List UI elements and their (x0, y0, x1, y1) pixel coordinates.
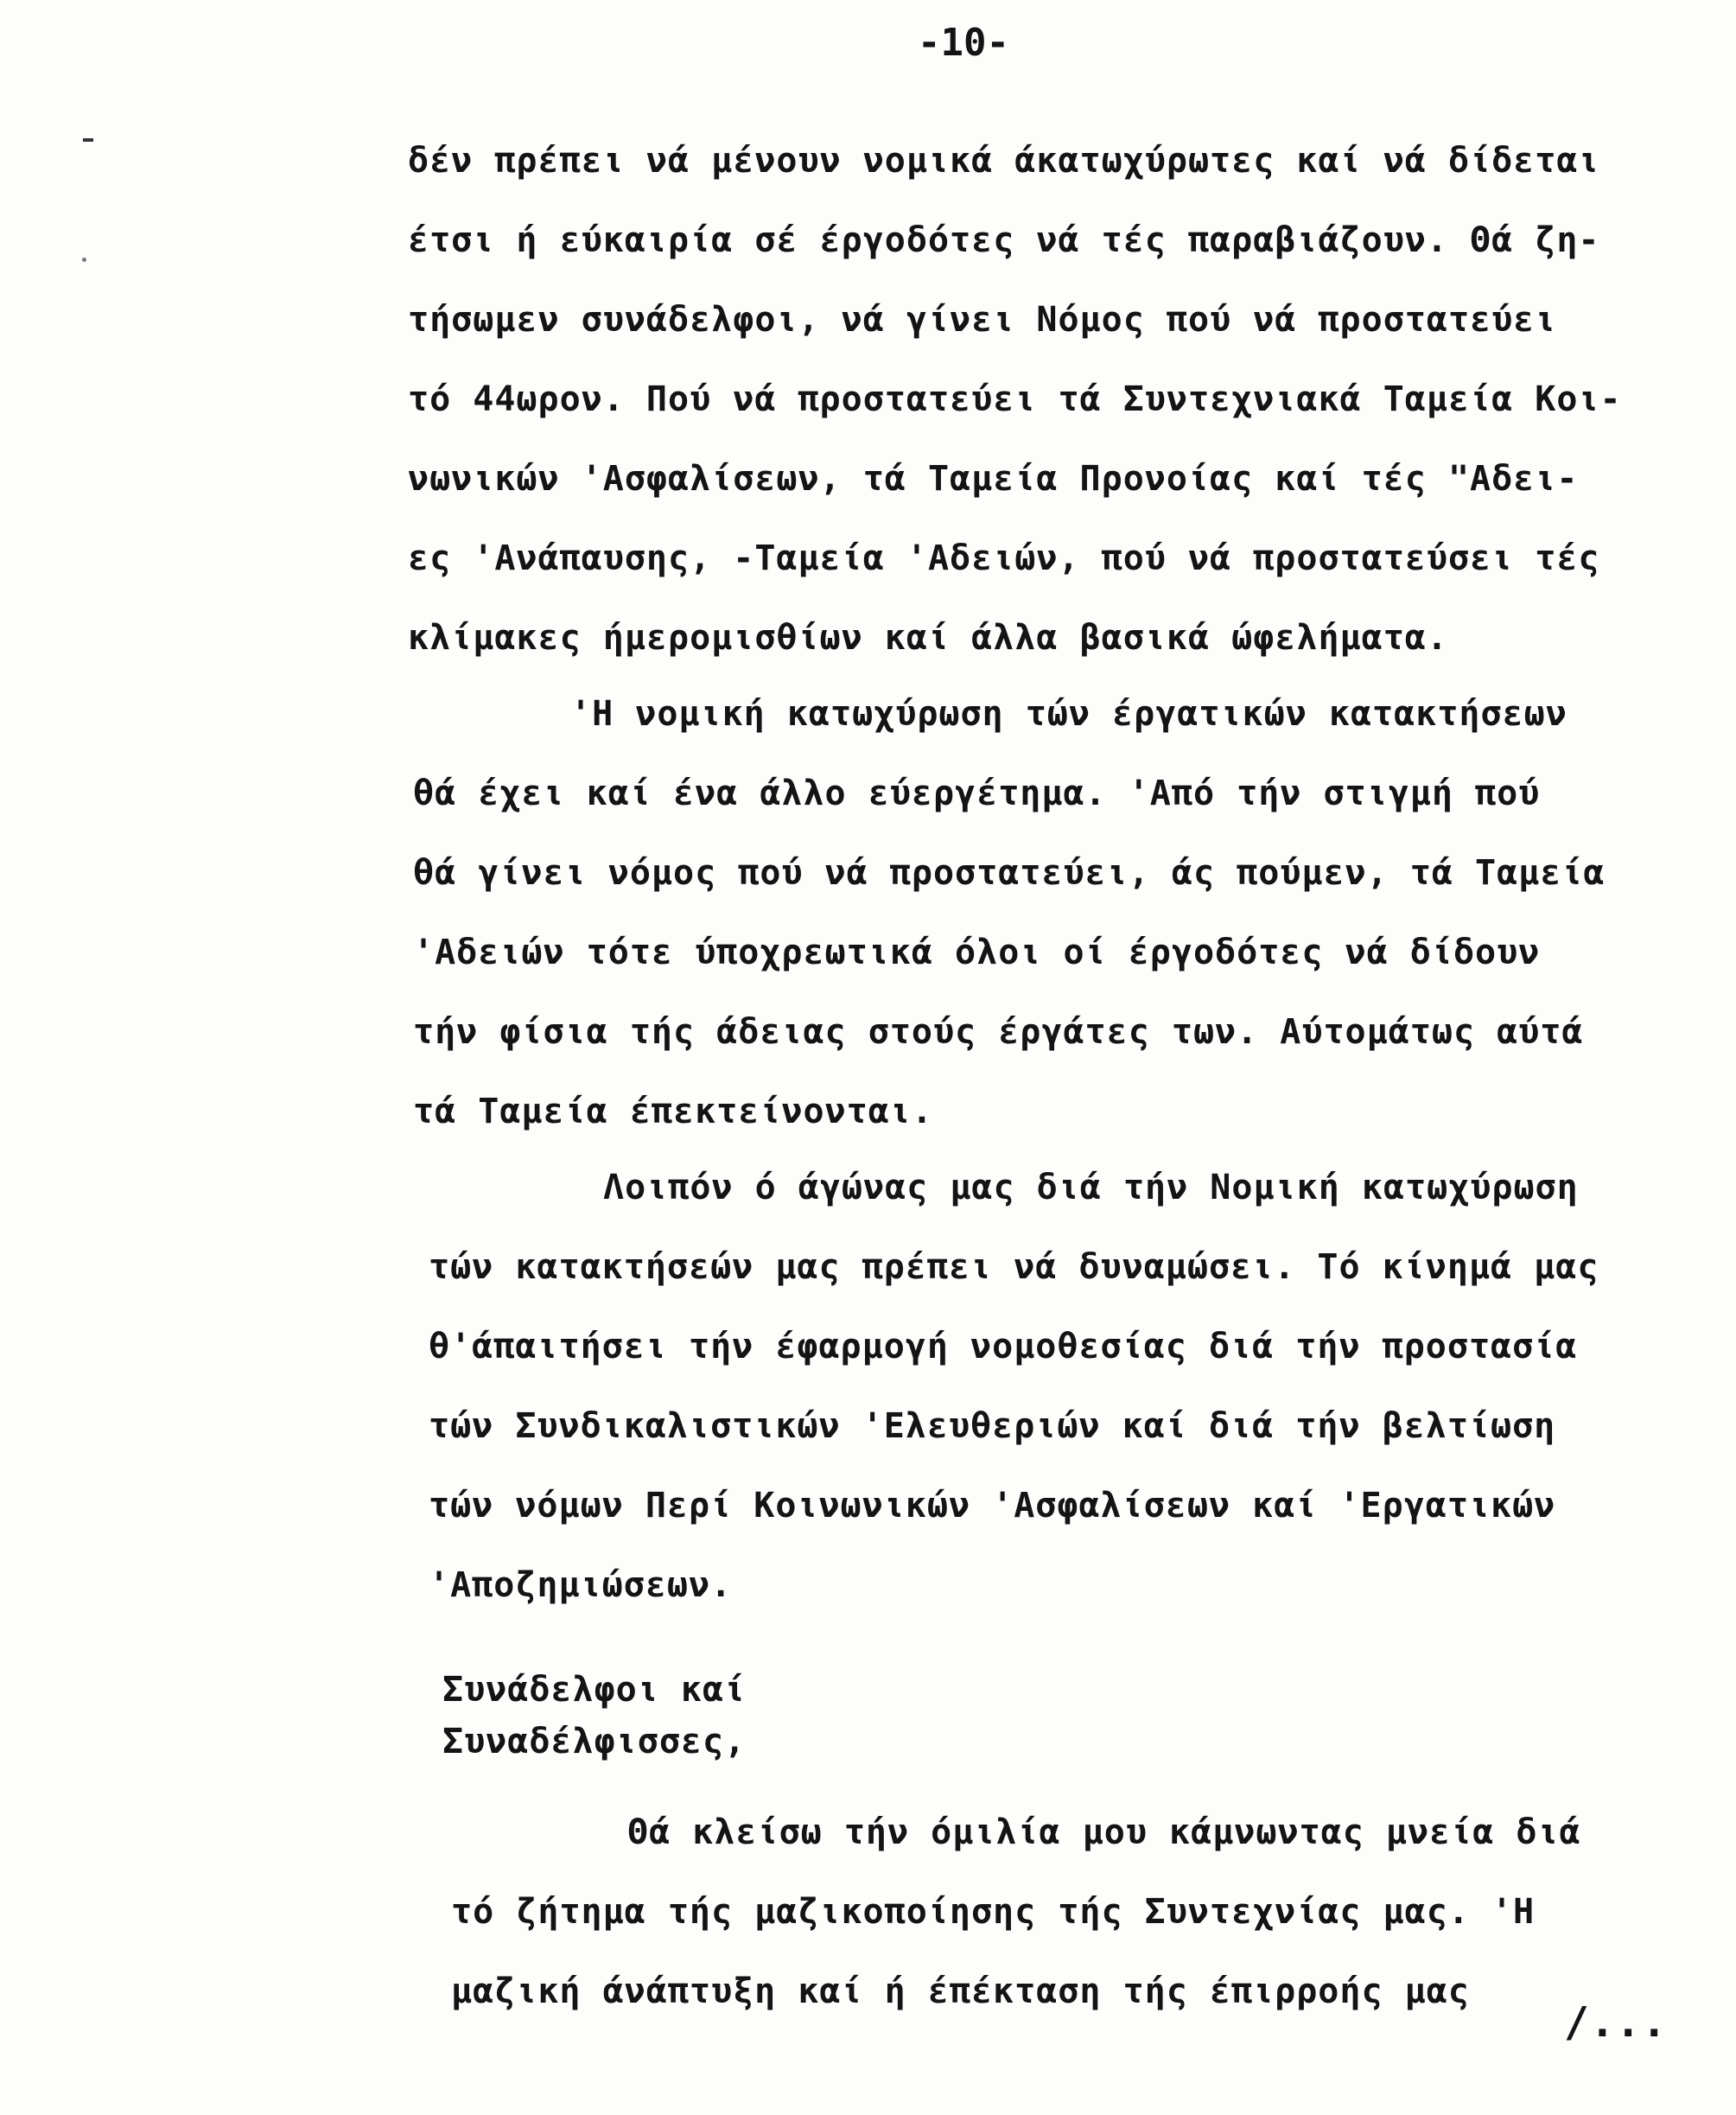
text-line: κλίμακες ήμερομισθίων καί άλλα βασικά ώφελήματα. (408, 618, 1448, 658)
text-line: τήν φίσια τής άδειας στούς έργάτες των. Αύτομάτως αύτά (413, 1012, 1584, 1052)
page-number: -10- (918, 21, 1009, 65)
text-line: θά έχει καί ένα άλλο εύεργέτημα. 'Από τήν στιγμή πού (413, 774, 1541, 813)
text-line: τών κατακτήσεών μας πρέπει νά δυναμώσει. Τό κίνημά μας (429, 1247, 1599, 1287)
text-line: 'Αποζημιώσεων. (429, 1565, 733, 1605)
margin-mark (82, 258, 86, 262)
text-line: 'Αδειών τότε ύποχρεωτικά όλοι οί έργοδότες νά δίδουν (413, 933, 1541, 972)
salutation-line: Συνάδελφοι καί (442, 1670, 747, 1710)
text-line: τό 44ωρον. Πού νά προστατεύει τά Συντεχνιακά Ταμεία Κοι- (408, 379, 1622, 419)
text-line: ες 'Ανάπαυσης, -Ταμεία 'Αδειών, πού νά προστατεύσει τές (408, 538, 1600, 578)
text-line: τών νόμων Περί Κοινωνικών 'Ασφαλίσεων καί 'Εργατικών (429, 1486, 1556, 1526)
text-line: Θά κλείσω τήν όμιλία μου κάμνωντας μνεία διά (627, 1812, 1581, 1852)
salutation-line: Συναδέλφισσες, (442, 1722, 747, 1761)
text-line: τήσωμεν συνάδελφοι, νά γίνει Νόμος πού νά προστατεύει (408, 300, 1557, 340)
text-line: τά Ταμεία έπεκτείνονται. (413, 1092, 933, 1131)
text-line: έτσι ή εύκαιρία σέ έργοδότες νά τές παραβιάζουν. Θά ζη- (408, 220, 1600, 260)
text-line: τών Συνδικαλιστικών 'Ελευθεριών καί διά τήν βελτίωση (429, 1406, 1556, 1446)
text-line: θ'άπαιτήσει τήν έφαρμογή νομοθεσίας διά τήν προστασία (429, 1327, 1578, 1366)
text-line: τό ζήτημα τής μαζικοποίησης τής Συντεχνίας μας. 'Η (451, 1892, 1536, 1932)
text-line: 'Η νομική κατωχύρωση τών έργατικών κατακτήσεων (570, 694, 1567, 734)
text-line: μαζική άνάπτυξη καί ή έπέκταση τής έπιρροής μας (451, 1972, 1470, 2011)
text-line: θά γίνει νόμος πού νά προστατεύει, άς πούμεν, τά Ταμεία (413, 853, 1606, 893)
margin-mark (83, 138, 93, 142)
text-line: δέν πρέπει νά μένουν νομικά άκατωχύρωτες καί νά δίδεται (408, 141, 1600, 181)
text-line: Λοιπόν ό άγώνας μας διά τήν Νομική κατωχύρωση (603, 1168, 1579, 1207)
text-line: νωνικών 'Ασφαλίσεων, τά Ταμεία Προνοίας καί τές "Αδει- (408, 459, 1579, 499)
continuation-mark: /... (1564, 1998, 1668, 2047)
